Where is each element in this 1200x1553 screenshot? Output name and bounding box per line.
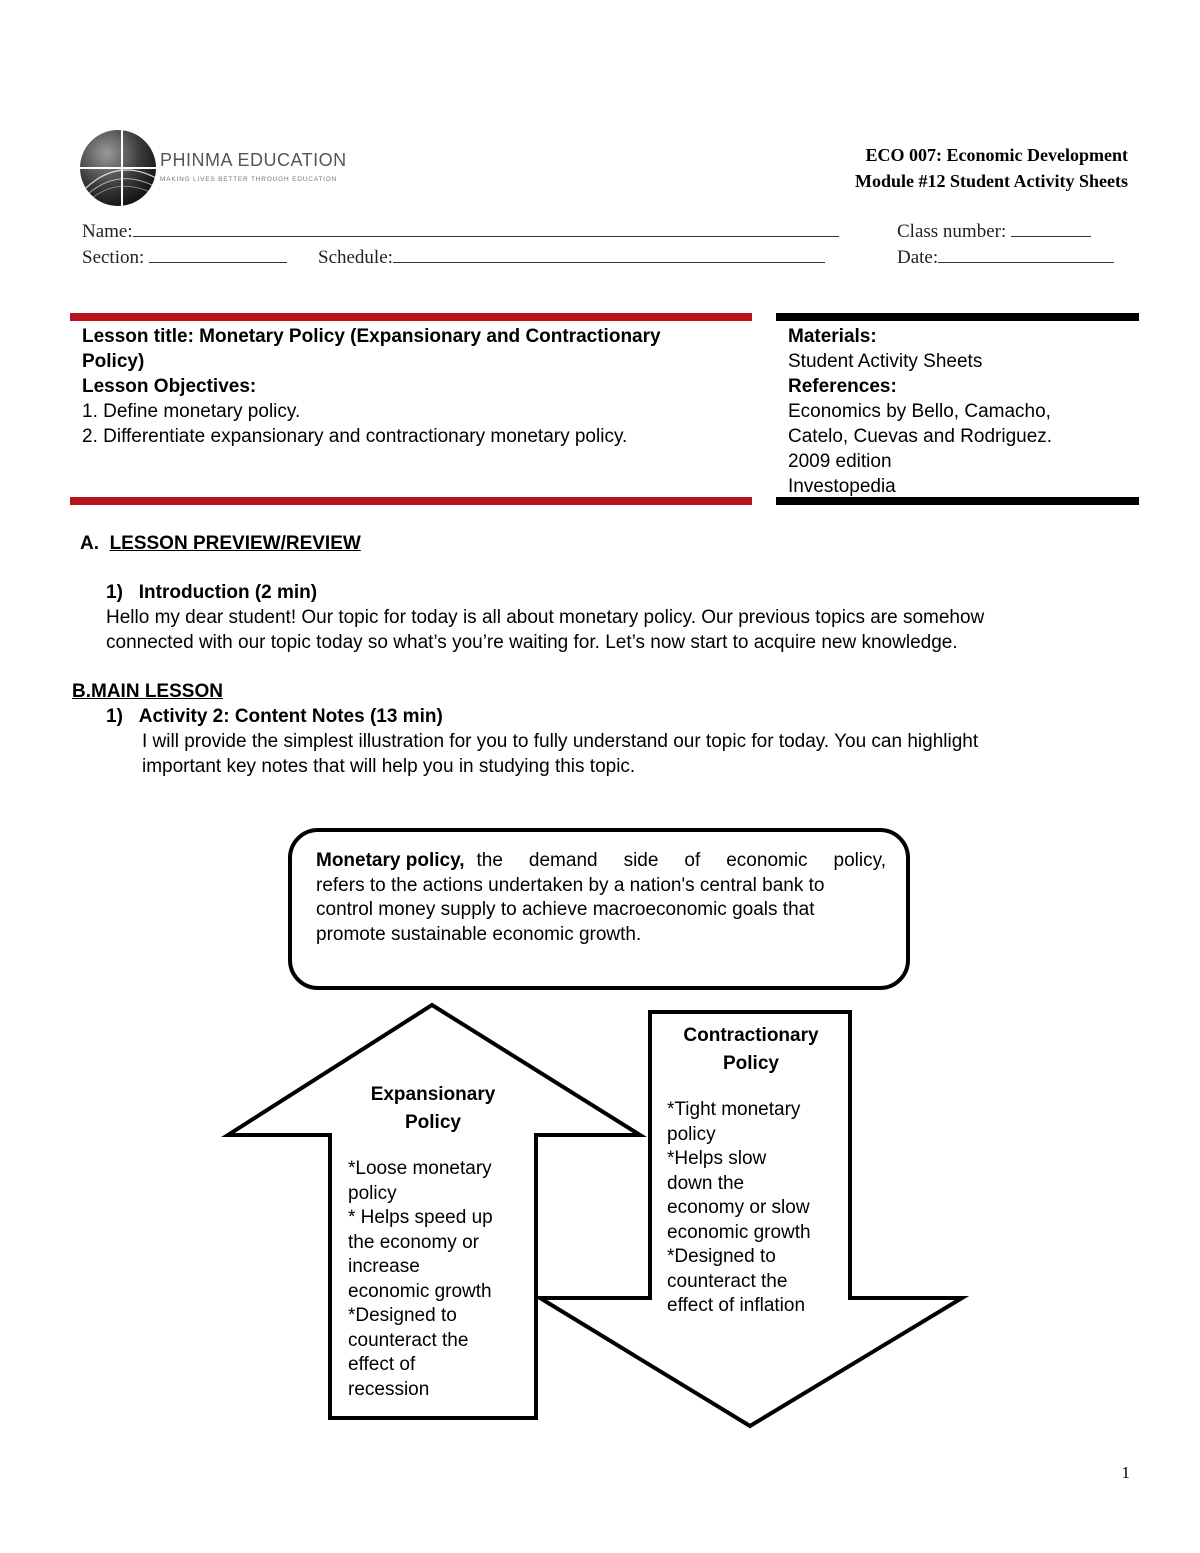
page-number: 1: [1121, 1463, 1130, 1482]
definition-text: [316, 849, 886, 947]
section-a-letter: A.: [80, 533, 99, 554]
contractionary-line: counteract the: [667, 1270, 788, 1292]
expansionary-line: counteract the: [348, 1329, 469, 1351]
expansionary-line: *Designed to: [348, 1305, 457, 1326]
section-b-title: B.MAIN LESSON: [72, 681, 223, 702]
reference-item: Investopedia: [788, 476, 896, 497]
section-b-item-title: Activity 2: Content Notes (13 min): [138, 706, 443, 727]
expansionary-line: *Loose monetary: [348, 1158, 492, 1179]
objective-item: 1. Define monetary policy.: [82, 401, 301, 422]
expansionary-line: economic growth: [348, 1280, 492, 1302]
contractionary-line: economy or slow: [667, 1197, 810, 1218]
definition-line: the demand side of economic policy,: [476, 850, 886, 871]
section-b-item-number: 1): [106, 706, 123, 727]
section-a-item-number: 1): [106, 582, 123, 603]
contractionary-line: effect of inflation: [667, 1295, 806, 1316]
contractionary-line: economic growth: [667, 1221, 811, 1243]
objectives-label: Lesson Objectives:: [82, 376, 257, 397]
logo-name: PHINMA EDUCATION: [160, 150, 347, 170]
contractionary-line: down the: [667, 1172, 745, 1194]
definition-term: Monetary policy,: [316, 850, 465, 871]
expansionary-line: * Helps speed up: [348, 1207, 493, 1228]
expansionary-title-line: Expansionary: [370, 1084, 496, 1105]
date-label: Date:: [897, 247, 939, 268]
reference-item: Catelo, Cuevas and Rodriguez.: [788, 426, 1053, 447]
contractionary-line: policy: [667, 1123, 716, 1145]
contractionary-line: *Helps slow: [667, 1148, 767, 1169]
section-a-title: LESSON PREVIEW/REVIEW: [109, 533, 361, 554]
expansionary-line: increase: [348, 1256, 420, 1277]
contractionary-title-line: Contractionary: [683, 1025, 819, 1046]
expansionary-line: the economy or: [348, 1231, 479, 1253]
objective-item: 2. Differentiate expansionary and contractionary monetary policy.: [82, 426, 628, 447]
section-label: Section:: [82, 247, 145, 268]
contractionary-title-line: Policy: [723, 1053, 779, 1074]
paragraph-line: important key notes that will help you in studying this topic.: [142, 756, 636, 777]
schedule-label: Schedule:: [318, 247, 393, 268]
paragraph-line: Hello my dear student! Our topic for today is all about monetary policy. Our previous topics are somehow: [106, 607, 985, 628]
contractionary-list: [667, 1098, 847, 1319]
expansionary-line: policy: [348, 1182, 397, 1204]
logo-tagline: MAKING LIVES BETTER THROUGH EDUCATION: [160, 176, 338, 183]
materials-label: Materials:: [788, 326, 877, 347]
contractionary-line: *Designed to: [667, 1246, 776, 1267]
expansionary-list: [348, 1157, 528, 1402]
definition-line: control money supply to achieve macroeconomic goals that: [316, 899, 815, 920]
materials-value: Student Activity Sheets: [788, 351, 983, 372]
reference-item: Economics by Bello, Camacho,: [788, 401, 1051, 422]
references-label: References:: [788, 376, 897, 397]
expansionary-line: recession: [348, 1378, 430, 1400]
definition-line: refers to the actions undertaken by a nation's central bank to: [316, 874, 825, 896]
paragraph-line: I will provide the simplest illustration for you to fully understand our topic for today. You can highlight: [142, 731, 979, 752]
paragraph-line: connected with our topic today so what’s you’re waiting for. Let’s now start to acquire new knowledge.: [106, 632, 958, 653]
reference-item: 2009 edition: [788, 451, 892, 472]
contractionary-title: [656, 1022, 846, 1078]
lesson-title-cont: Policy): [82, 351, 145, 372]
expansionary-line: effect of: [348, 1354, 416, 1375]
class-number-label: Class number:: [897, 221, 1007, 242]
module-title: Module #12 Student Activity Sheets: [854, 171, 1128, 191]
expansionary-title: [340, 1081, 526, 1137]
expansionary-title-line: Policy: [405, 1112, 461, 1133]
section-a-item-title: Introduction (2 min): [138, 582, 318, 603]
definition-line: promote sustainable economic growth.: [316, 923, 642, 945]
name-label: Name:: [82, 221, 133, 242]
course-title: ECO 007: Economic Development: [865, 145, 1128, 165]
lesson-title-label: Lesson title: Monetary Policy (Expansionary and Contractionary: [82, 326, 661, 347]
contractionary-line: *Tight monetary: [667, 1099, 801, 1120]
